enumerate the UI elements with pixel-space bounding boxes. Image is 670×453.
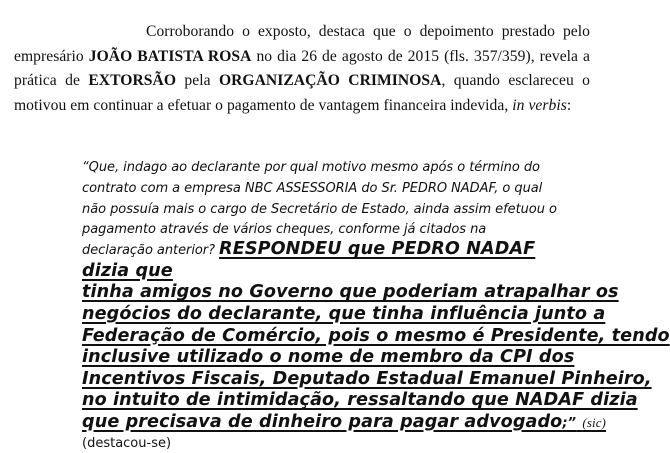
paragraph-text-2: no dia 26 de agosto de 2015 (fls. 357/359), revela a prática de: [14, 47, 591, 89]
quote-intro-block: [82, 160, 557, 280]
organizacao-criminosa: ORGANIZAÇÃO CRIMINOSA: [218, 72, 442, 89]
highlight-note: (destacou-se): [82, 435, 172, 451]
sic-marker: (sic): [582, 414, 606, 430]
testimony-quote: [82, 156, 670, 453]
quote-bold-line-7: no intuito de intimidação, ressaltando que NADAF dizia: [82, 390, 638, 411]
quote-closing-mark: ;”: [562, 415, 577, 431]
paragraph-text-1: Corroborando o exposto, destaca que o depoimento prestado pelo empresário: [14, 23, 590, 65]
quote-bold-line-6: Incentivos Fiscais, Deputado Estadual Emanuel Pinheiro,: [82, 368, 652, 389]
crime-extorsao: EXTORSÃO: [88, 72, 176, 89]
quote-intro: “Que, indago ao declarante por qual motivo mesmo após o término do contrato com a empresa NBC ASSESSORIA do Sr. PEDRO NADAF, o qual não possuía mais o cargo de Secretário de Estado, ainda assim efetuou o pagamento através de vários cheques, conforme já citados na declaração anterior?: [82, 160, 557, 259]
quote-bold-line-1: RESPONDEU que PEDRO NADAF dizia que: [82, 239, 536, 281]
quote-bold-line-8-wrap: [82, 411, 606, 435]
quote-bold-line-4: Federação de Comércio, pois o mesmo é Presidente, tendo: [82, 325, 670, 346]
paragraph-text-3: pela: [176, 72, 219, 89]
in-verbis: in verbis: [512, 96, 567, 114]
body-paragraph: [14, 20, 590, 118]
quote-bold-line-2: tinha amigos no Governo que poderiam atrapalhar os: [82, 282, 619, 303]
quote-bold-block: [82, 282, 670, 434]
paragraph-text-5: :: [566, 96, 572, 114]
quote-bold-line-5: inclusive utilizado o nome de membro da CPI dos: [82, 347, 575, 368]
name-joao-batista-rosa: JOÃO BATISTA ROSA: [88, 47, 252, 65]
paragraph-text-4: , quando esclareceu o motivou em continuar a efetuar o pagamento de vantagem financeira indevida,: [14, 72, 591, 114]
quote-bold-line-3: negócios do declarante, que tinha influência junto a: [82, 303, 606, 324]
quote-bold-line-8: que precisava de dinheiro para pagar advogado: [82, 411, 563, 432]
